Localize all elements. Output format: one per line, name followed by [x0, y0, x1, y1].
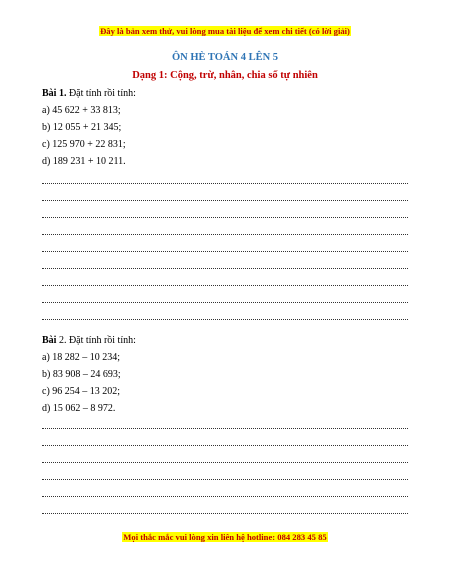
exercise-1-item-c: c) 125 970 + 22 831;	[42, 139, 126, 150]
exercise-2-heading	[42, 334, 136, 347]
exercise-1-label: Bài 1.	[42, 88, 67, 99]
answer-line	[42, 445, 408, 446]
answer-line	[42, 200, 408, 201]
answer-line	[42, 285, 408, 286]
exercise-1-item-d: d) 189 231 + 10 211.	[42, 156, 126, 167]
answer-line	[42, 302, 408, 303]
exercise-1-item-a: a) 45 622 + 33 813;	[42, 105, 121, 116]
hotline-footer-text: Mọi thắc mắc vui lòng xin liên hệ hotline: 084 283 45 85	[123, 532, 327, 542]
answer-line	[42, 496, 408, 497]
answer-line	[42, 217, 408, 218]
exercise-2-item-c: c) 96 254 – 13 202;	[42, 386, 121, 397]
answer-line	[42, 428, 408, 429]
exercise-2-item-b: b) 83 908 – 24 693;	[42, 369, 121, 380]
exercise-2-item-d: d) 15 062 – 8 972.	[42, 403, 116, 414]
document-subtitle: Dạng 1: Cộng, trừ, nhân, chia số tự nhiên	[132, 70, 318, 81]
answer-line	[42, 319, 408, 320]
answer-line	[42, 234, 408, 235]
answer-line	[42, 479, 408, 480]
exercise-2-label: Bài	[42, 335, 57, 346]
preview-banner	[0, 26, 450, 37]
exercise-1-instruction: Đặt tính rồi tính:	[66, 88, 136, 99]
hotline-footer	[0, 532, 450, 543]
answer-line	[42, 462, 408, 463]
answer-line	[42, 251, 408, 252]
exercise-1-item-b: b) 12 055 + 21 345;	[42, 122, 122, 133]
document-title: ÔN HÈ TOÁN 4 LÊN 5	[171, 52, 279, 63]
answer-line	[42, 513, 408, 514]
exercise-2-item-a: a) 18 282 – 10 234;	[42, 352, 121, 363]
preview-banner-text: Đây là bản xem thử, vui lòng mua tài liệu để xem chi tiết (có lời giải)	[100, 26, 350, 36]
exercise-2-instruction: 2. Đặt tính rồi tính:	[56, 335, 136, 346]
answer-line	[42, 268, 408, 269]
exercise-1-heading	[42, 87, 136, 100]
answer-line	[42, 183, 408, 184]
